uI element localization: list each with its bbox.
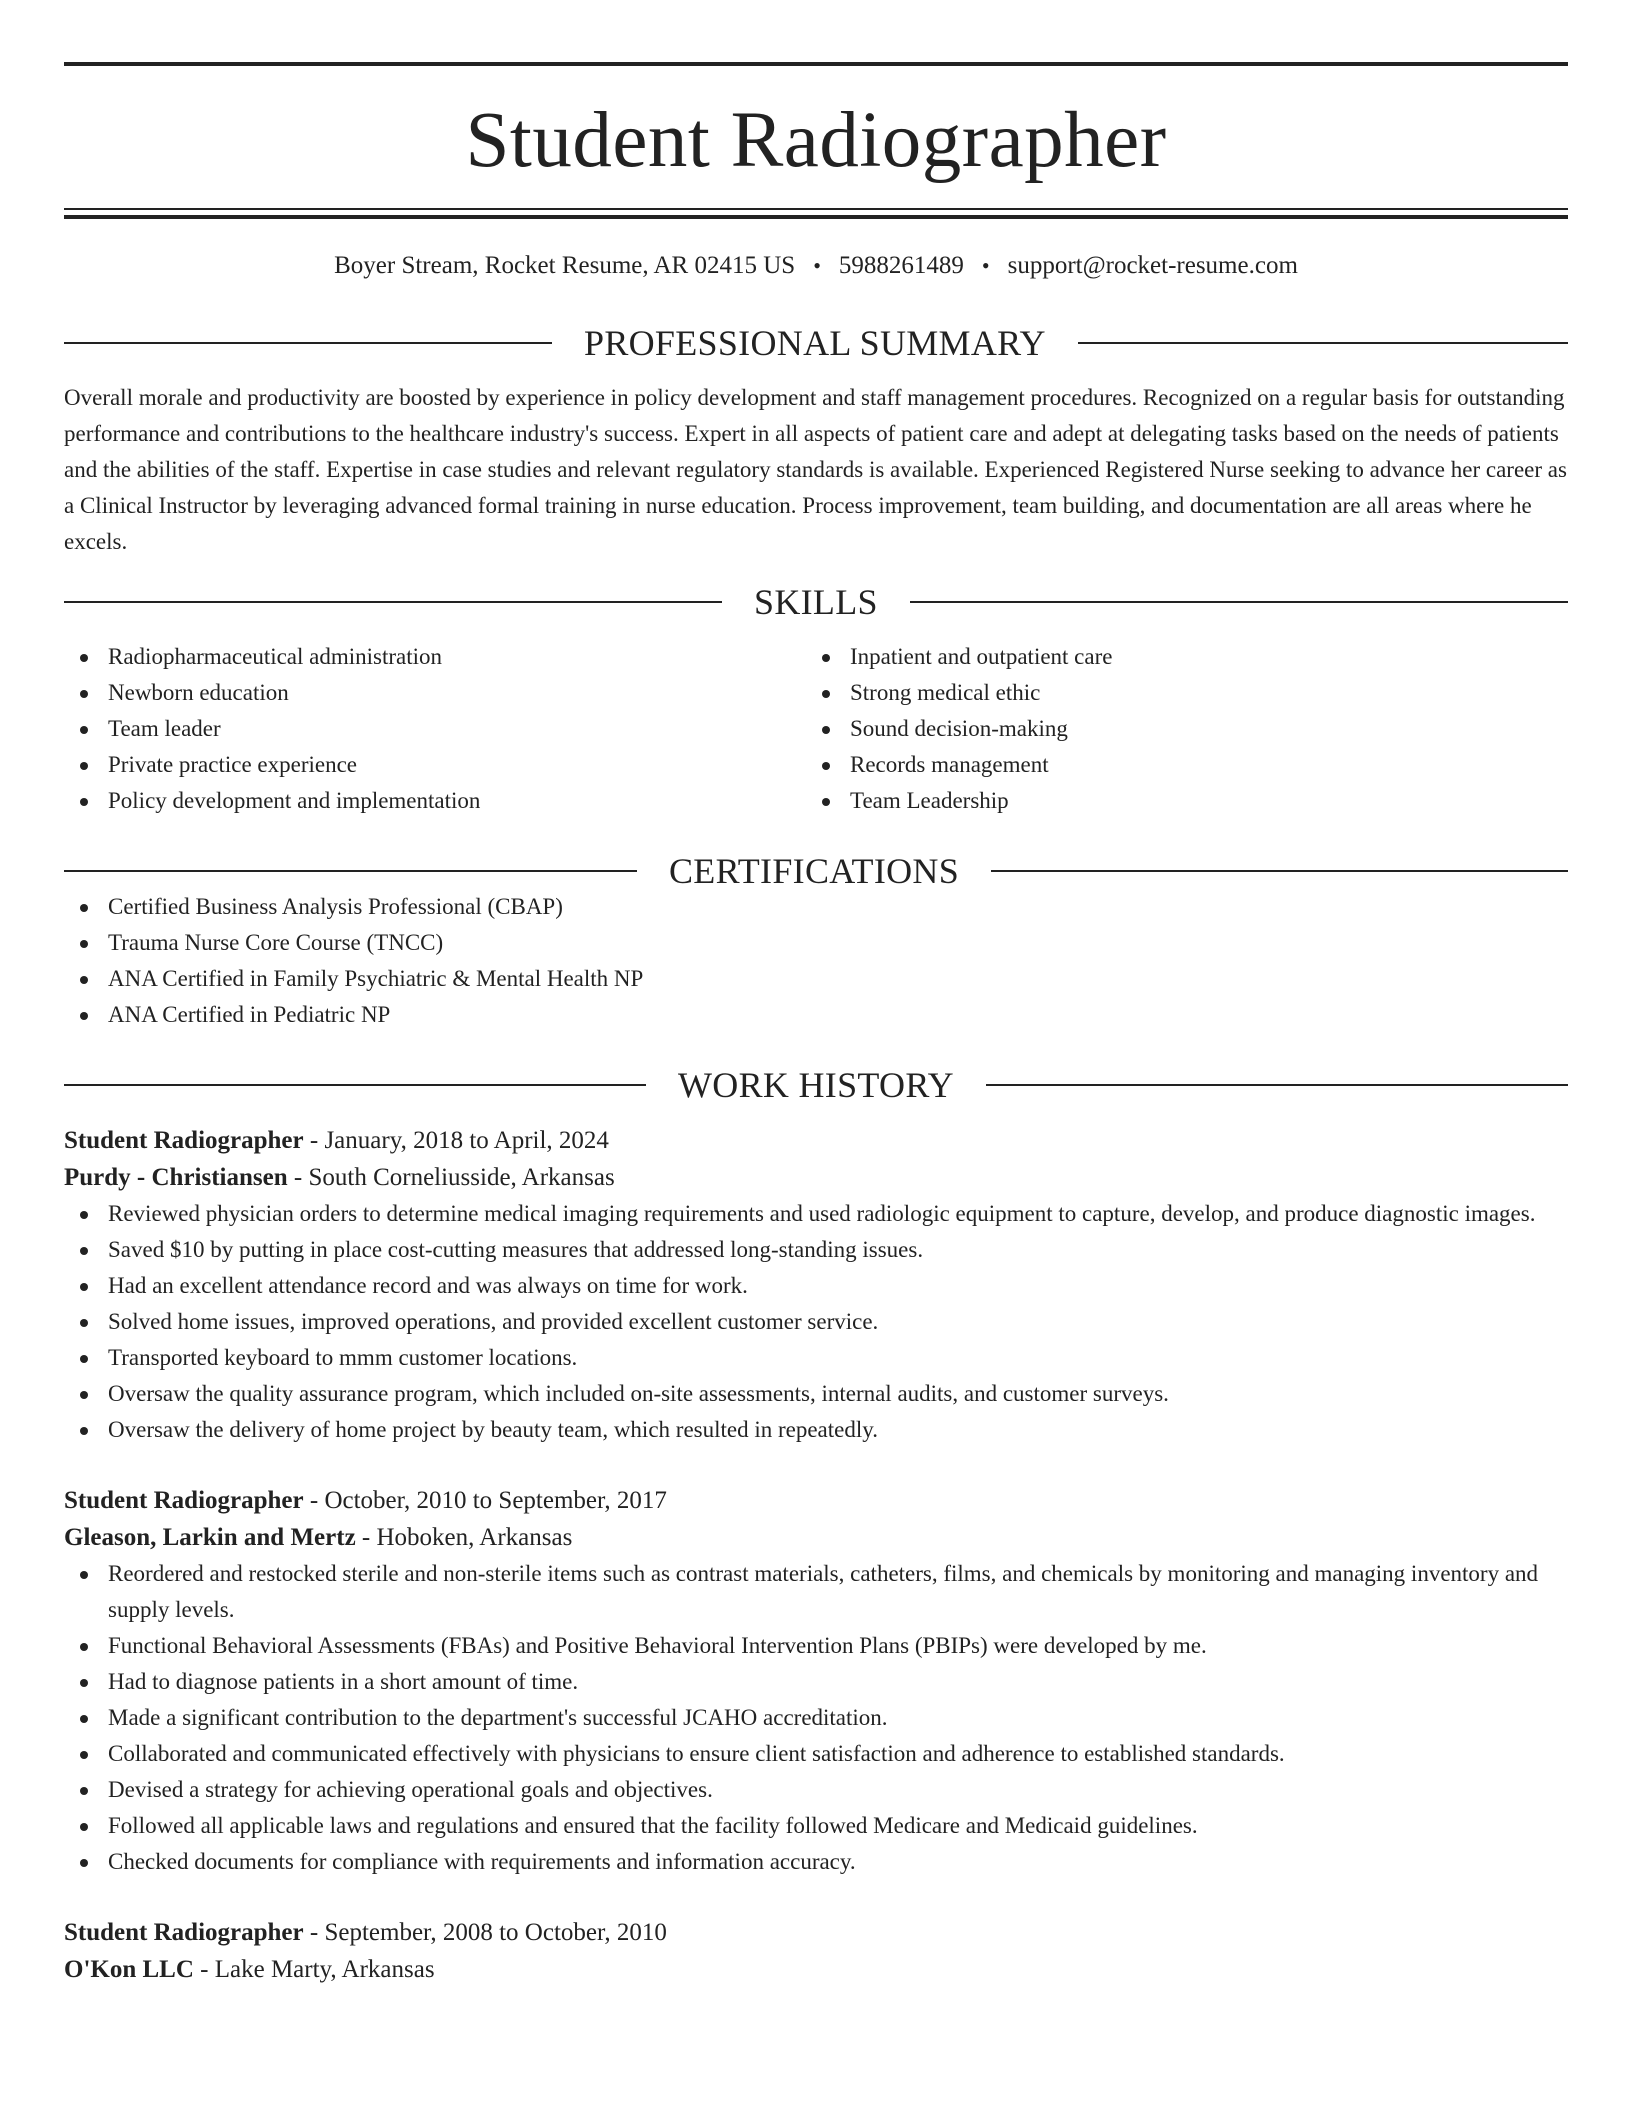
job-dates: - January, 2018 to April, 2024 (303, 1127, 609, 1154)
job-title: Student Radiographer (64, 1127, 304, 1154)
contact-separator: • (813, 253, 821, 278)
top-rule (64, 62, 1568, 66)
skill-item: Records management (806, 747, 1548, 783)
skill-item: Team Leadership (806, 783, 1548, 819)
work-history-section-heading (64, 1067, 1568, 1103)
skills-column-left (64, 639, 806, 819)
job-entry (64, 1914, 1568, 1988)
contact-line (64, 253, 1568, 283)
summary-text: Overall morale and productivity are boosted by experience in policy development and staff management procedures. Recognized on a regular basis for outstanding performance and contributions to the healthcare industry's success. Expert in all aspects of patient care and adept at delegating tasks based on the needs of patients and the abilities of the staff. Expertise in case studies and relevant regulatory standards is available. Experienced Registered Nurse seeking to advance her career as a Clinical Instructor by leveraging advanced formal training in nurse education. Process improvement, team building, and documentation are all areas where he excels. (64, 385, 1567, 554)
job-company: Gleason, Larkin and Mertz (64, 1524, 356, 1551)
heading-rule-left (64, 342, 552, 344)
job-bullet-list (64, 1196, 1568, 1448)
job-entry (64, 1122, 1568, 1448)
skill-item: Team leader (64, 711, 806, 747)
skills-section-heading (64, 584, 1568, 620)
job-bullet: Reviewed physician orders to determine medical imaging requirements and used radiologic equipment to capture, develop, and produce diagnostic images. (64, 1196, 1568, 1232)
skill-item: Sound decision-making (806, 711, 1548, 747)
job-title-line (64, 1914, 1568, 1951)
contact-separator: • (981, 253, 990, 278)
job-location: - Lake Marty, Arkansas (193, 1956, 435, 1983)
candidate-name: Student Radiographer (465, 97, 1167, 184)
certification-item: ANA Certified in Family Psychiatric & Mental Health NP (64, 961, 1568, 997)
skills-list-right (806, 639, 1548, 819)
job-bullet: Followed all applicable laws and regulations and ensured that the facility followed Medicare and Medicaid guidelines. (64, 1808, 1568, 1844)
skill-item: Radiopharmaceutical administration (64, 639, 806, 675)
certifications-section-heading (64, 853, 1568, 889)
skill-item: Private practice experience (64, 747, 806, 783)
job-bullet: Oversaw the delivery of home project by beauty team, which resulted in repeatedly. (64, 1412, 1568, 1448)
job-bullet: Had to diagnose patients in a short amount of time. (64, 1664, 1568, 1700)
summary-heading: PROFESSIONAL SUMMARY (584, 323, 1046, 363)
job-location: - South Corneliusside, Arkansas (287, 1164, 615, 1191)
heading-rule-right (986, 1084, 1568, 1086)
skills-heading: SKILLS (754, 582, 878, 622)
job-entry (64, 1482, 1568, 1880)
summary-section-heading (64, 325, 1568, 361)
job-company: O'Kon LLC (64, 1956, 194, 1983)
heading-rule-left (64, 601, 722, 603)
skill-item: Strong medical ethic (806, 675, 1548, 711)
job-bullet: Had an excellent attendance record and was always on time for work. (64, 1268, 1568, 1304)
work-history-heading: WORK HISTORY (678, 1065, 954, 1105)
job-title-line (64, 1482, 1568, 1519)
job-title: Student Radiographer (64, 1919, 304, 1946)
contact-email: support@rocket-resume.com (1007, 252, 1298, 279)
skills-column-right (806, 639, 1548, 819)
certifications-list (64, 889, 1568, 1033)
certification-item: ANA Certified in Pediatric NP (64, 997, 1568, 1033)
heading-rule-right (910, 601, 1568, 603)
job-bullet: Devised a strategy for achieving operational goals and objectives. (64, 1772, 1568, 1808)
skill-item: Newborn education (64, 675, 806, 711)
resume-page (64, 0, 1568, 1988)
job-company: Purdy - Christiansen (64, 1164, 288, 1191)
job-bullet: Oversaw the quality assurance program, which included on-site assessments, internal audits, and customer surveys. (64, 1376, 1568, 1412)
skill-item: Inpatient and outpatient care (806, 639, 1548, 675)
contact-address: Boyer Stream, Rocket Resume, AR 02415 US (334, 252, 796, 279)
heading-rule-left (64, 1084, 646, 1086)
certifications-heading: CERTIFICATIONS (669, 851, 960, 891)
job-bullet: Made a significant contribution to the department's successful JCAHO accreditation. (64, 1700, 1568, 1736)
certification-item: Trauma Nurse Core Course (TNCC) (64, 925, 1568, 961)
job-title-line (64, 1122, 1568, 1159)
double-rule (64, 208, 1568, 219)
job-company-line (64, 1159, 1568, 1196)
skill-item: Policy development and implementation (64, 783, 806, 819)
job-title: Student Radiographer (64, 1487, 304, 1514)
skills-grid (64, 639, 1568, 819)
job-bullet: Functional Behavioral Assessments (FBAs) and Positive Behavioral Intervention Plans (PBIPs) were developed by me. (64, 1628, 1568, 1664)
job-company-line (64, 1519, 1568, 1556)
certification-item: Certified Business Analysis Professional (CBAP) (64, 889, 1568, 925)
heading-rule-left (64, 870, 637, 872)
heading-rule-right (1078, 342, 1568, 344)
contact-phone: 5988261489 (838, 252, 964, 279)
job-bullet: Reordered and restocked sterile and non-sterile items such as contrast materials, catheters, films, and chemicals by monitoring and managing inventory and supply levels. (64, 1556, 1568, 1628)
work-history-list (64, 1122, 1568, 1988)
skills-list-left (64, 639, 806, 819)
job-bullet: Saved $10 by putting in place cost-cutting measures that addressed long-standing issues. (64, 1232, 1568, 1268)
job-bullet: Checked documents for compliance with requirements and information accuracy. (64, 1844, 1568, 1880)
job-dates: - September, 2008 to October, 2010 (303, 1919, 667, 1946)
job-location: - Hoboken, Arkansas (355, 1524, 573, 1551)
job-dates: - October, 2010 to September, 2017 (303, 1487, 667, 1514)
job-bullet: Transported keyboard to mmm customer locations. (64, 1340, 1568, 1376)
job-bullet-list (64, 1556, 1568, 1880)
heading-rule-right (991, 870, 1568, 872)
job-company-line (64, 1951, 1568, 1988)
job-bullet: Collaborated and communicated effectively with physicians to ensure client satisfaction and adherence to established standards. (64, 1736, 1568, 1772)
job-bullet: Solved home issues, improved operations, and provided excellent customer service. (64, 1304, 1568, 1340)
